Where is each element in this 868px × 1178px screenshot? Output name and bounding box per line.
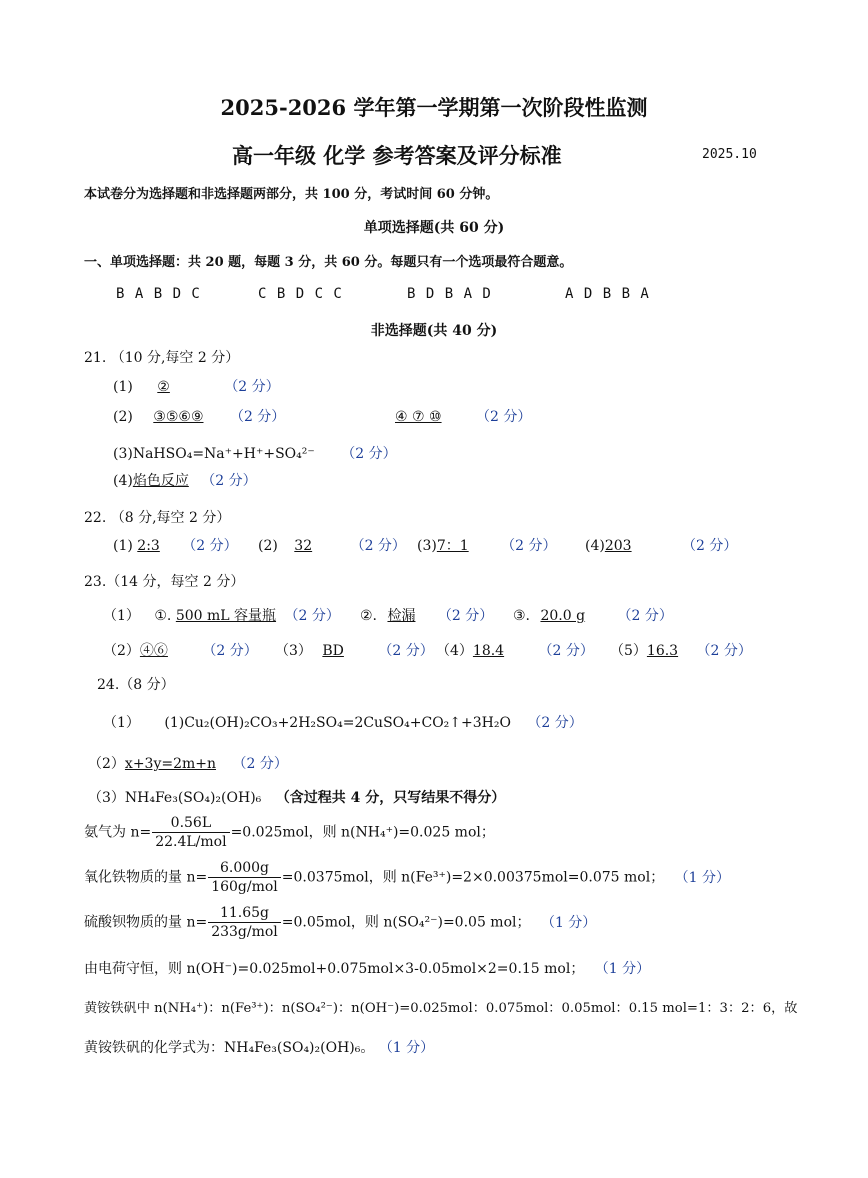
q24-calc-conclusion	[84, 1037, 434, 1057]
q21-part4	[113, 470, 257, 490]
document-date: 2025.10	[702, 147, 757, 162]
choice-instruction: 一、单项选择题：共 20 题，每题 3 分，共 60 分。每题只有一个选项最符合题意。	[84, 255, 573, 270]
q24-heading: 24.（8 分）	[97, 677, 175, 693]
q24-p3-formula: （3）NH₄Fe₃(SO₄)₂(OH)₆	[88, 790, 262, 806]
q23-r2-answer: ④⑥	[139, 643, 168, 659]
calc-barium-result: =0.05mol，则 n(SO₄²⁻)=0.05 mol；	[281, 914, 531, 931]
q24-part2	[88, 753, 288, 773]
q23-r3-label: （3）	[275, 643, 312, 659]
q23-r2-score: （2 分）	[202, 643, 258, 659]
calc-iron-score: （1 分）	[674, 869, 731, 886]
q22-p2-answer: 32	[294, 538, 313, 554]
q23-r3-score: （2 分）	[378, 643, 434, 659]
q23-row2	[103, 640, 258, 660]
q24-calc-charge	[84, 958, 650, 978]
q22-p4-label: (4)	[585, 538, 605, 554]
q22-p1-answer: 2:3	[137, 538, 160, 554]
q24-p2-score: （2 分）	[232, 756, 288, 772]
choice-section-title: 单项选择题(共 60 分)	[363, 220, 505, 236]
q24-calc-iron-oxide	[84, 860, 730, 895]
calc-barium-prefix: 硫酸钡物质的量 n=	[84, 914, 208, 931]
q23-r5-answer: 16.3	[646, 643, 679, 659]
q21-p1-answer: ②	[157, 379, 170, 395]
calc-ammonia-numerator: 0.56L	[152, 815, 229, 833]
calc-iron-fraction	[208, 860, 281, 895]
q23-r2-label: （2）	[103, 643, 140, 659]
exam-intro: 本试卷分为选择题和非选择题两部分，共 100 分，考试时间 60 分钟。	[84, 187, 499, 202]
calc-ammonia-fraction	[152, 815, 229, 850]
q21-p1-label: (1)	[113, 379, 133, 395]
q23-r4-label: （4）	[436, 643, 473, 659]
calc-barium-fraction	[208, 905, 281, 940]
calc-iron-prefix: 氧化铁物质的量 n=	[84, 869, 208, 886]
q22-p3-answer: 7：1	[436, 538, 469, 554]
q23-r1a-label: ①.	[154, 608, 172, 624]
q23-r1-label: （1）	[103, 608, 140, 624]
q21-p2-score-1: （2 分）	[229, 409, 286, 425]
calc-ammonia-result: =0.025mol，则 n(NH₄⁺)=0.025 mol；	[230, 824, 495, 841]
q21-p1-score: （2 分）	[224, 379, 280, 395]
choice-answers-1-5: B A B D C	[116, 286, 201, 302]
q24-part1	[103, 712, 583, 732]
q21-p2-answer-2: ④ ⑦ ⑩	[395, 409, 442, 425]
q21-p2-score-2: （2 分）	[476, 409, 532, 425]
q22-p4-score: （2 分）	[682, 538, 738, 554]
q21-p2-answer-1: ③⑤⑥⑨	[153, 409, 204, 425]
q21-p4-label: (4)	[113, 473, 133, 489]
calc-iron-result: =0.0375mol，则 n(Fe³⁺)=2×0.00375mol=0.075 mol；	[281, 869, 665, 886]
q23-row1	[103, 605, 340, 625]
q23-r3-answer: BD	[322, 643, 344, 659]
q22-p2-label: (2)	[258, 538, 278, 554]
q24-calc-barium-sulfate	[84, 905, 596, 940]
q23-row1-b	[360, 605, 493, 625]
q23-r1c-label: ③.	[513, 608, 531, 624]
q22-part4	[585, 535, 737, 555]
choice-answers-6-10: C B D C C	[258, 286, 343, 302]
q21-p3-equation: (3)NaHSO₄=Na⁺+H⁺+SO₄²⁻	[113, 446, 315, 462]
q23-row5	[610, 640, 752, 660]
calc-ammonia-prefix: 氨气为 n=	[84, 824, 152, 841]
q24-p2-answer: x+3y=2m+n	[124, 756, 217, 772]
q22-part3	[417, 535, 556, 555]
calc-barium-denominator: 233g/mol	[211, 924, 278, 940]
q23-r1c-score: （2 分）	[617, 608, 673, 624]
q22-p1-score: （2 分）	[182, 538, 238, 554]
q21-p4-answer: 焰色反应	[132, 473, 189, 489]
q23-r1a-score: （2 分）	[284, 608, 340, 624]
choice-answers-16-20: A D B B A	[565, 286, 650, 302]
q21-heading: 21. （10 分,每空 2 分）	[84, 350, 240, 366]
q23-r1b-answer: 检漏	[387, 608, 416, 624]
q22-p3-score: （2 分）	[501, 538, 557, 554]
calc-iron-denominator: 160g/mol	[211, 879, 278, 895]
q22-p4-answer: 203	[604, 538, 632, 554]
q23-row4	[436, 640, 594, 660]
q24-p1-label: （1）	[103, 715, 140, 731]
q23-r4-score: （2 分）	[538, 643, 594, 659]
calc-barium-numerator: 11.65g	[208, 905, 281, 923]
q22-part1	[113, 535, 238, 555]
q21-part1	[113, 376, 280, 396]
nonchoice-section-title: 非选择题(共 40 分)	[370, 323, 498, 339]
q22-p2-score: （2 分）	[350, 538, 406, 554]
document-title: 2025-2026 学年第一学期第一次阶段性监测	[220, 95, 648, 120]
q23-row1-c	[513, 605, 673, 625]
q24-p1-score: （2 分）	[527, 715, 583, 731]
q23-r1c-answer: 20.0 g	[540, 608, 586, 624]
q21-part3	[113, 443, 397, 463]
q24-calc-ratio: 黄铵铁矾中 n(NH₄⁺)：n(Fe³⁺)：n(SO₄²⁻)：n(OH⁻)=0.025mol：0.075mol：0.05mol：0.15 mol=1：3：2：6，故	[84, 1001, 798, 1016]
calc-conclusion-text: 黄铵铁矾的化学式为：NH₄Fe₃(SO₄)₂(OH)₆。	[84, 1040, 375, 1056]
calc-barium-score: （1 分）	[540, 914, 597, 931]
q22-part2	[258, 535, 406, 555]
q21-part2-b	[383, 406, 531, 426]
q21-p2-label: (2)	[113, 409, 133, 425]
q24-part3	[88, 787, 505, 807]
q23-r4-answer: 18.4	[472, 643, 505, 659]
calc-iron-numerator: 6.000g	[208, 860, 281, 878]
q22-p1-label: (1)	[113, 538, 133, 554]
document-subtitle: 高一年级 化学 参考答案及评分标准	[232, 143, 562, 168]
q21-part2	[113, 406, 285, 426]
q22-p3-label: (3)	[417, 538, 437, 554]
q23-row3	[275, 640, 434, 660]
calc-conclusion-score: （1 分）	[378, 1040, 435, 1056]
calc-charge-score: （1 分）	[594, 961, 651, 977]
q23-heading: 23.（14 分，每空 2 分）	[84, 574, 245, 590]
q23-r5-score: （2 分）	[696, 643, 752, 659]
q22-heading: 22. （8 分,每空 2 分）	[84, 510, 231, 526]
calc-charge-text: 由电荷守恒，则 n(OH⁻)=0.025mol+0.075mol×3-0.05mol×2=0.15 mol；	[84, 961, 585, 977]
q21-p4-score: （2 分）	[201, 473, 257, 489]
q23-r1b-score: （2 分）	[437, 608, 494, 624]
q24-p1-equation: (1)Cu₂(OH)₂CO₃+2H₂SO₄=2CuSO₄+CO₂↑+3H₂O	[164, 715, 511, 731]
q24-calc-ammonia	[84, 815, 495, 850]
q21-p3-score: （2 分）	[341, 446, 397, 462]
q24-p3-note: （含过程共 4 分，只写结果不得分）	[275, 790, 506, 806]
q23-r1b-label: ②.	[360, 608, 378, 624]
q23-r1a-answer: 500 mL 容量瓶	[175, 608, 277, 624]
calc-ammonia-denominator: 22.4L/mol	[155, 834, 227, 850]
q24-p2-label: （2）	[88, 756, 125, 772]
choice-answers-11-15: B D B A D	[407, 286, 492, 302]
q23-r5-label: （5）	[610, 643, 647, 659]
